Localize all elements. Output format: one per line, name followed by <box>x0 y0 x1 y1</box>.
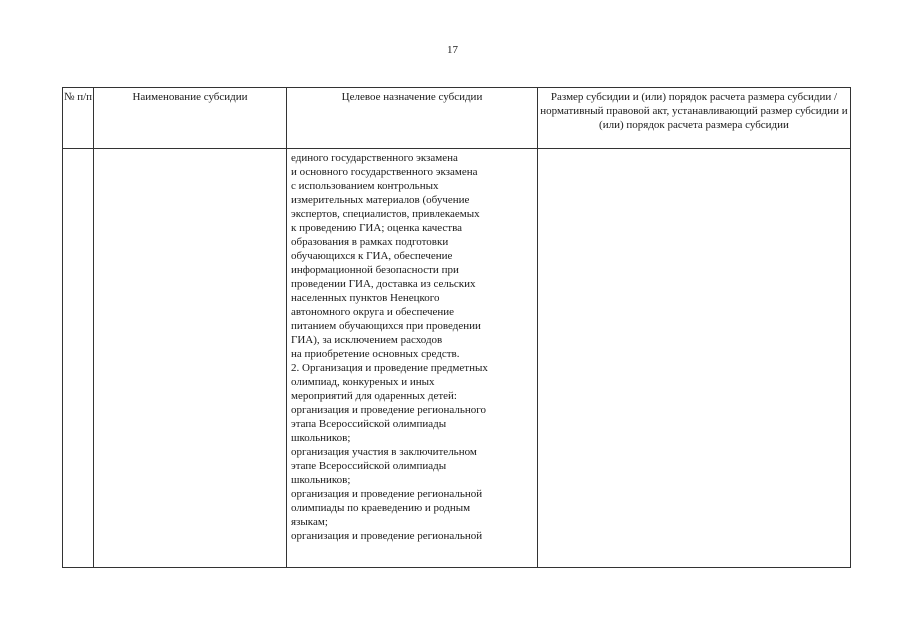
purpose-line: экспертов, специалистов, привлекаемых <box>291 208 480 220</box>
purpose-line: единого государственного экзамена <box>291 152 458 164</box>
purpose-line: мероприятий для одаренных детей: <box>291 390 457 402</box>
purpose-line: 2. Организация и проведение предметных <box>291 362 488 374</box>
purpose-line: с использованием контрольных <box>291 180 439 192</box>
purpose-line: питанием обучающихся при проведении <box>291 320 481 332</box>
cell-purpose <box>287 149 538 568</box>
page-number: 17 <box>447 44 458 56</box>
purpose-line: организация и проведение регионального <box>291 404 487 416</box>
purpose-line: этапе Всероссийской олимпиады <box>291 460 447 472</box>
purpose-line: олимпиады по краеведению и родным <box>291 502 471 514</box>
purpose-line: школьников; <box>291 432 351 444</box>
purpose-line: языкам; <box>291 516 328 528</box>
purpose-line: к проведению ГИА; оценка качества <box>291 222 463 234</box>
purpose-line: проведении ГИА, доставка из сельских <box>291 278 476 290</box>
cell-subsidy-name <box>94 149 287 568</box>
table-row <box>63 149 851 568</box>
purpose-line: населенных пунктов Ненецкого <box>291 292 440 304</box>
purpose-line: на приобретение основных средств. <box>291 348 460 360</box>
purpose-line: организация участия в заключительном <box>291 446 477 458</box>
header-subsidy-name: Наименование субсидии <box>94 88 287 149</box>
purpose-line: организация и проведение региональной <box>291 488 483 500</box>
purpose-line: олимпиад, конкуреных и иных <box>291 376 435 388</box>
subsidy-table <box>62 87 851 568</box>
cell-subsidy-size <box>538 149 851 568</box>
table-header-row <box>63 88 851 149</box>
purpose-line: обучающихся к ГИА, обеспечение <box>291 250 453 262</box>
purpose-line: измерительных материалов (обучение <box>291 194 470 206</box>
purpose-line: ГИА), за исключением расходов <box>291 334 443 346</box>
purpose-line: образования в рамках подготовки <box>291 236 449 248</box>
purpose-line: организация и проведение региональной <box>291 530 483 542</box>
header-number: № п/п <box>63 88 94 149</box>
header-subsidy-size: Размер субсидии и (или) порядок расчета размера субсидии / нормативный правовой акт, устанавливающий размер субсидии и (или) порядок расчета размера субсидии <box>538 88 851 149</box>
purpose-line: информационной безопасности при <box>291 264 459 276</box>
cell-number <box>63 149 94 568</box>
purpose-line: автономного округа и обеспечение <box>291 306 455 318</box>
header-purpose: Целевое назначение субсидии <box>287 88 538 149</box>
purpose-line: школьников; <box>291 474 351 486</box>
purpose-line: и основного государственного экзамена <box>291 166 478 178</box>
purpose-text <box>287 149 537 543</box>
purpose-line: этапа Всероссийской олимпиады <box>291 418 447 430</box>
